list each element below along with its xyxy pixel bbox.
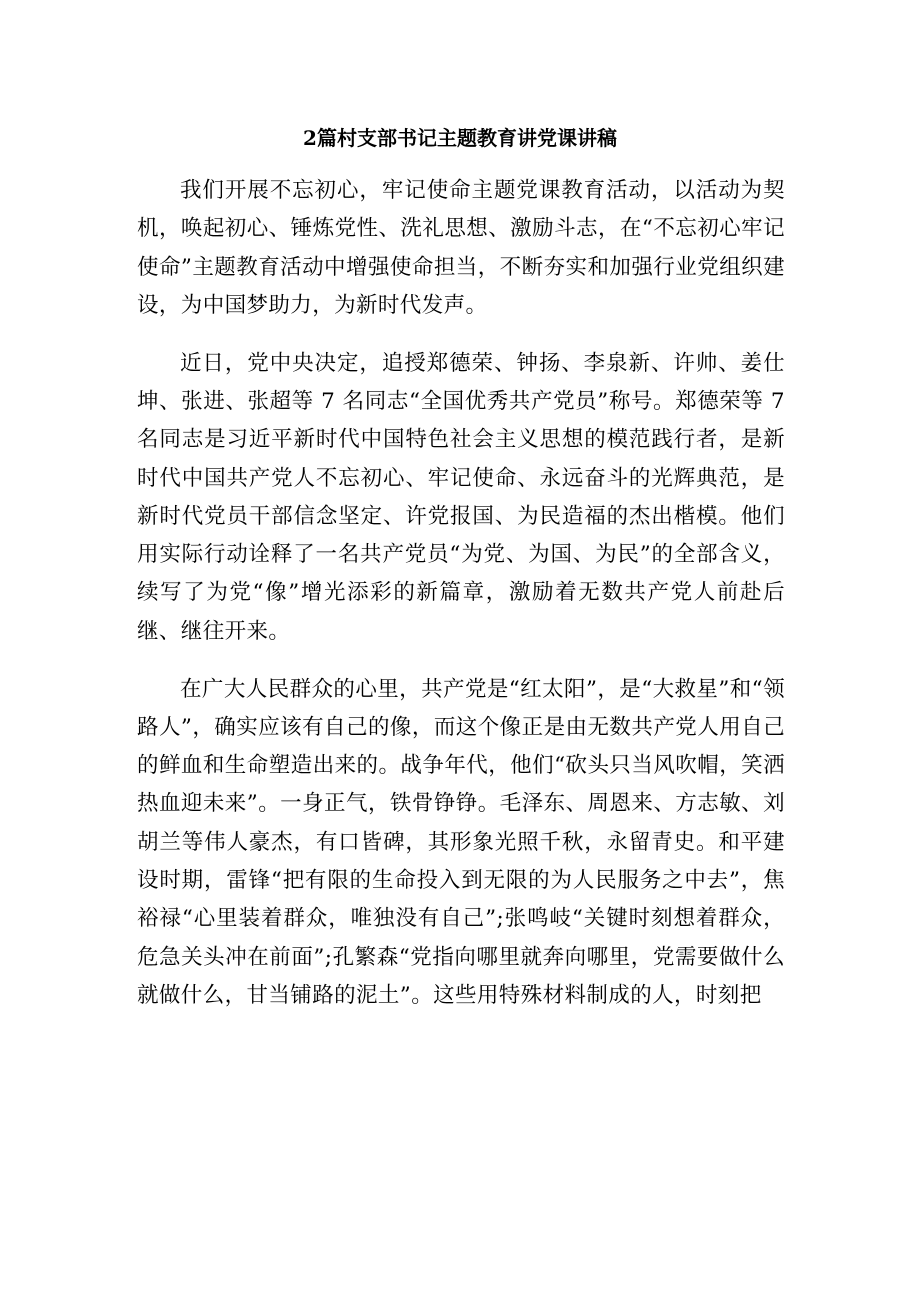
paragraph-1: 我们开展不忘初心，牢记使命主题党课教育活动，以活动为契机，唤起初心、锤炼党性、洗礼思想、激励斗志，在“不忘初心牢记使命”主题教育活动中增强使命担当，不断夯实和加强行业党组织建设，为中国梦助力，为新时代发声。: [137, 178, 785, 318]
document-body: [137, 172, 785, 1035]
paragraph-2: 近日，党中央决定，追授郑德荣、钟扬、李泉新、许帅、姜仕坤、张进、张超等 7 名同志“全国优秀共产党员”称号。郑德荣等 7 名同志是习近平新时代中国特色社会主义思想的模范践行者，是新时代中国共产党人不忘初心、牢记使命、永远奋斗的光辉典范，是新时代党员干部信念坚定、许党报国、为民造福的杰出楷模。他们用实际行动诠释了一名共产党员“为党、为国、为民”的全部含义，续写了为党“像”增光添彩的新篇章，激励着无数共产党人前赴后继、继往开来。: [137, 350, 785, 644]
document-title: 2篇村支部书记主题教育讲党课讲稿: [303, 126, 617, 150]
paragraph-3: 在广大人民群众的心里，共产党是“红太阳”，是“大救星”和“领路人”，确实应该有自己的像，而这个像正是由无数共产党人用自己的鲜血和生命塑造出来的。战争年代，他们“砍头只当风吹帽，笑洒热血迎未来”。一身正气，铁骨铮铮。毛泽东、周恩来、方志敏、刘胡兰等伟人豪杰，有口皆碑，其形象光照千秋，永留青史。和平建设时期，雷锋“把有限的生命投入到无限的为人民服务之中去”，焦裕禄“心里装着群众，唯独没有自己”;张鸣岐“关键时刻想着群众，危急关头冲在前面”;孔繁森“党指向哪里就奔向哪里，党需要做什么就做什么，甘当铺路的泥土”。这些用特殊材料制成的人，时刻把: [137, 676, 785, 1008]
